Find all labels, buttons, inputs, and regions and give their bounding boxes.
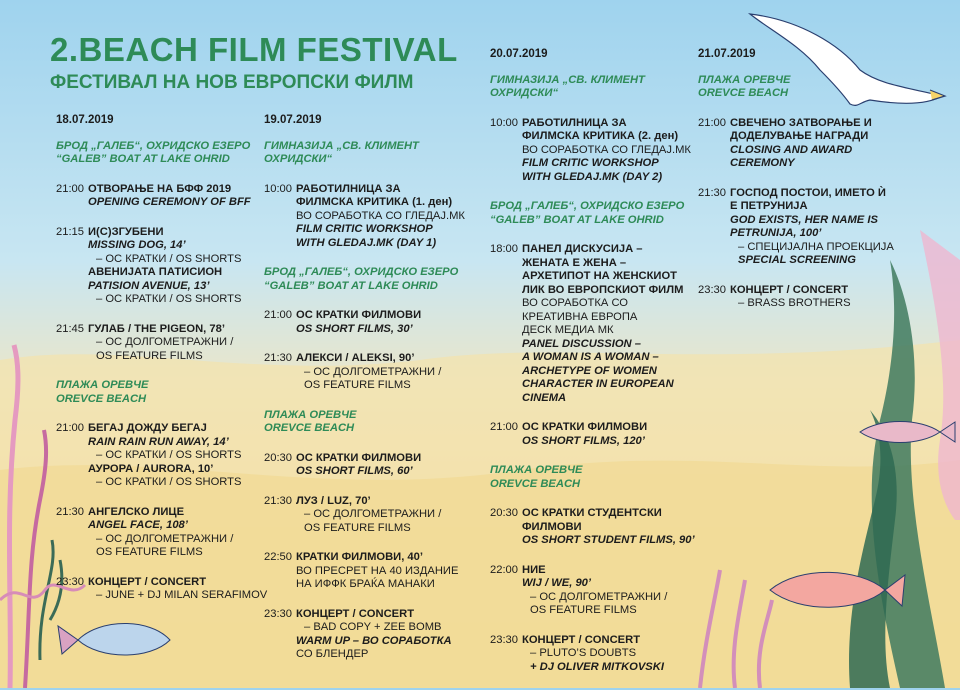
venue-heading	[56, 140, 256, 167]
venue-line: OREVCE BEACH	[698, 87, 789, 99]
event-body	[730, 187, 898, 268]
event-body	[522, 117, 695, 185]
venue-heading	[490, 74, 695, 101]
event-line: + DJ OLIVER MITKOVSKI	[530, 660, 664, 673]
event-line: РАБОТИЛНИЦА ЗА	[522, 116, 627, 129]
day-column	[490, 48, 695, 690]
event-line: OPENING CEREMONY OF BFF	[88, 196, 251, 208]
venue-line: OREVCE BEACH	[490, 477, 581, 490]
event-line: ЖЕНАТА Е ЖЕНА –	[522, 256, 627, 269]
event-line: FILM CRITIC WORKSHOP	[296, 223, 433, 235]
event-body	[88, 506, 256, 560]
event-body	[730, 117, 898, 171]
venue-heading	[490, 464, 695, 491]
event-line: – PLUTO’S DOUBTS	[530, 647, 637, 659]
event-line: ОС КРАТКИ ФИЛМОВИ	[522, 421, 648, 433]
event	[490, 421, 695, 448]
event-line: WITH GLEDAJ.MK (DAY 1)	[296, 236, 437, 249]
venue-line: ГИМНАЗИЈА „СВ. КЛИМЕНТ	[264, 139, 419, 152]
event-body	[296, 495, 479, 536]
event-line: – ОС ДОЛГОМЕТРАЖНИ /	[304, 508, 442, 520]
event	[490, 243, 695, 405]
event-line: OS SHORT STUDENT FILMS, 90’	[522, 534, 695, 546]
event-time: 21:00	[490, 421, 518, 433]
event-line: ФИЛМОВИ	[522, 520, 582, 533]
event-line: SPECIAL SCREENING	[738, 254, 856, 266]
event-time: 20:30	[264, 451, 292, 464]
event-body	[522, 634, 695, 675]
day-column	[264, 114, 479, 678]
event-time: 23:30	[56, 575, 84, 588]
event-time: 21:30	[56, 505, 84, 518]
festival-subtitle: ФЕСТИВАЛ НА НОВ ЕВРОПСКИ ФИЛМ	[50, 72, 414, 93]
event-line: CHARACTER IN EUROPEAN	[522, 378, 674, 390]
venue-heading	[56, 379, 256, 406]
venue-line: ОХРИДСКИ“	[264, 153, 333, 165]
event-body	[730, 284, 898, 311]
event-line: ОС КРАТКИ ФИЛМОВИ	[296, 451, 422, 464]
event	[264, 495, 479, 536]
festival-title: 2.BEACH FILM FESTIVAL	[50, 31, 458, 68]
event-line: GOD EXISTS, HER NAME IS	[730, 213, 878, 226]
event-body	[88, 183, 256, 210]
venue-heading	[490, 200, 695, 227]
event-line: ОС КРАТКИ СТУДЕНТСКИ	[522, 507, 662, 519]
event-body	[296, 352, 479, 393]
event-line: – ОС ДОЛГОМЕТРАЖНИ /	[96, 336, 234, 348]
event-line: И(С)ЗГУБЕНИ	[88, 225, 164, 238]
venue-line: БРОД „ГАЛЕБ“, ОХРИДСКО ЕЗЕРО	[264, 266, 459, 278]
event-body	[522, 243, 695, 405]
event-body	[296, 608, 479, 662]
event-line: АРХЕТИПОТ НА ЖЕНСКИОТ	[522, 270, 678, 282]
event-body	[296, 183, 479, 251]
event-line: ВО ПРЕСРЕТ НА 40 ИЗДАНИЕ	[296, 564, 459, 577]
day-column	[698, 48, 898, 327]
event-line: ВО СОРАБОТКА СО	[522, 297, 628, 309]
event-line: КОНЦЕРТ / CONCERT	[88, 575, 207, 588]
event-line: – ОС КРАТКИ / OS SHORTS	[96, 252, 242, 265]
event-line: СВЕЧЕНО ЗАТВОРАЊЕ И	[730, 116, 872, 129]
event-body	[88, 576, 267, 603]
festival-header	[50, 30, 458, 94]
event-line: Е ПЕТРУНИЈА	[730, 200, 808, 212]
event-line: PETRUNIJA, 100’	[730, 227, 822, 239]
event	[698, 187, 898, 268]
event-line: ВО СОРАБОТКА СО ГЛЕДАЈ.МК	[296, 209, 465, 222]
event-line: ОС КРАТКИ ФИЛМОВИ	[296, 309, 422, 321]
event-body	[88, 323, 256, 364]
event-body	[88, 226, 256, 307]
venue-line: “GALEB” BOAT AT LAKE OHRID	[490, 213, 664, 226]
event-line: – BRASS BROTHERS	[738, 297, 851, 309]
event-time: 23:30	[490, 633, 518, 646]
event-line: НА ИФФК БРАЌА МАНАКИ	[296, 578, 435, 590]
event-line: – ОС ДОЛГОМЕТРАЖНИ /	[304, 365, 442, 378]
venue-line: ПЛАЖА ОРЕВЧЕ	[264, 408, 357, 421]
event-line: АВЕНИЈАТА ПАТИСИОН	[88, 266, 223, 278]
event-body	[522, 421, 695, 448]
event	[56, 323, 256, 364]
day-date: 21.07.2019	[698, 48, 756, 60]
event	[698, 284, 898, 311]
event-time: 21:00	[698, 116, 726, 129]
event-body	[88, 422, 256, 490]
event-line: ФИЛМСКА КРИТИКА (2. ден)	[522, 130, 679, 142]
event-line: ANGEL FACE, 108’	[88, 519, 188, 531]
event-line: КОНЦЕРТ / CONCERT	[522, 633, 641, 646]
event-line: ДОДЕЛУВАЊЕ НАГРАДИ	[730, 130, 869, 142]
event-time: 21:30	[264, 494, 292, 507]
event-line: – ОС КРАТКИ / OS SHORTS	[96, 293, 242, 305]
venue-line: БРОД „ГАЛЕБ“, ОХРИДСКО ЕЗЕРО	[490, 200, 685, 212]
event-line: RAIN RAIN RUN AWAY, 14’	[88, 435, 229, 448]
event-line: БЕГАЈ ДОЖДУ БЕГАЈ	[88, 422, 207, 434]
event	[56, 226, 256, 307]
venue-line: ПЛАЖА ОРЕВЧЕ	[698, 73, 791, 86]
event-line: СО БЛЕНДЕР	[296, 648, 369, 660]
event-line: – ОС КРАТКИ / OS SHORTS	[96, 449, 242, 461]
event-time: 10:00	[264, 182, 292, 195]
event-line: A WOMAN IS A WOMAN –	[522, 351, 659, 363]
venue-line: ПЛАЖА ОРЕВЧЕ	[56, 379, 149, 391]
event-time: 20:30	[490, 507, 518, 519]
event-body	[296, 309, 479, 336]
event-line: КРАТКИ ФИЛМОВИ, 40’	[296, 551, 423, 563]
event-line: НИЕ	[522, 563, 546, 576]
event-time: 21:00	[56, 422, 84, 434]
event-line: ФИЛМСКА КРИТИКА (1. ден)	[296, 196, 453, 208]
event	[490, 634, 695, 675]
event	[264, 309, 479, 336]
event-line: РАБОТИЛНИЦА ЗА	[296, 182, 401, 195]
event-line: PANEL DISCUSSION –	[522, 337, 641, 350]
event-line: OS FEATURE FILMS	[530, 604, 637, 616]
event-line: PATISION AVENUE, 13’	[88, 279, 210, 292]
day-date: 18.07.2019	[56, 114, 114, 126]
event-line: OS FEATURE FILMS	[304, 379, 411, 391]
event-line: FILM CRITIC WORKSHOP	[522, 157, 659, 169]
event-line: OS SHORT FILMS, 30’	[296, 322, 413, 335]
venue-line: БРОД „ГАЛЕБ“, ОХРИДСКО ЕЗЕРО	[56, 139, 251, 152]
venue-line: “GALEB” BOAT AT LAKE OHRID	[264, 279, 438, 292]
event-line: CLOSING AND AWARD	[730, 143, 853, 156]
event-line: – BAD COPY + ZEE BOMB	[304, 621, 442, 633]
day-date: 20.07.2019	[490, 48, 548, 60]
venue-heading	[264, 409, 479, 436]
event-time: 21:30	[264, 352, 292, 364]
event	[56, 422, 256, 490]
event-line: ОТВОРАЊЕ НА БФФ 2019	[88, 182, 232, 195]
event-line: – СПЕЦИЈАЛНА ПРОЕКЦИЈА	[738, 240, 894, 253]
venue-heading	[698, 74, 898, 101]
day-column	[56, 114, 268, 619]
event-body	[522, 507, 695, 548]
event-line: ЛУЗ / LUZ, 70’	[296, 494, 371, 507]
venue-line: ОХРИДСКИ“	[490, 87, 559, 99]
event-time: 18:00	[490, 243, 518, 255]
event-line: КОНЦЕРТ / CONCERT	[730, 283, 849, 296]
event-line: ВО СОРАБОТКА СО ГЛЕДАЈ.МК	[522, 143, 691, 156]
event-line: ЛИК ВО ЕВРОПСКИОТ ФИЛМ	[522, 283, 684, 296]
event-line: – ОС КРАТКИ / OS SHORTS	[96, 476, 242, 488]
event-line: OS FEATURE FILMS	[96, 546, 203, 558]
event-time: 23:30	[698, 283, 726, 296]
event-line: MISSING DOG, 14’	[88, 239, 186, 251]
event	[56, 575, 268, 603]
event	[264, 452, 479, 479]
event-line: КОНЦЕРТ / CONCERT	[296, 607, 415, 620]
event	[490, 564, 695, 618]
event-line: АЛЕКСИ / ALEKSI, 90’	[296, 352, 415, 364]
venue-line: OREVCE BEACH	[56, 392, 147, 405]
event-line: АУРОРА / AURORA, 10’	[88, 462, 214, 475]
event-line: ГОСПОД ПОСТОИ, ИМЕТО Ѝ	[730, 186, 886, 199]
event-line: КРЕАТИВНА ЕВРОПА	[522, 310, 638, 323]
event-time: 23:30	[264, 607, 292, 620]
event-time: 22:00	[490, 563, 518, 576]
event-body	[296, 551, 479, 592]
event-body	[296, 452, 479, 479]
event-line: WIJ / WE, 90’	[522, 577, 592, 589]
event-line: ARCHETYPE OF WOMEN	[522, 364, 657, 377]
event-line: – JUNE + DJ MILAN SERAFIMOV	[96, 589, 268, 601]
venue-line: ГИМНАЗИЈА „СВ. КЛИМЕНТ	[490, 73, 645, 86]
event	[264, 352, 479, 393]
event	[56, 506, 256, 560]
event-time: 21:45	[56, 322, 84, 335]
event-line: OS FEATURE FILMS	[304, 521, 411, 534]
event-line: WITH GLEDAJ.MK (DAY 2)	[522, 170, 663, 183]
event-line: – ОС ДОЛГОМЕТРАЖНИ /	[530, 590, 668, 603]
event-line: ДЕСК МЕДИА МК	[522, 324, 614, 336]
venue-heading	[264, 140, 479, 167]
event-time: 21:00	[56, 182, 84, 195]
event	[490, 117, 695, 185]
event-time: 21:15	[56, 225, 84, 238]
day-date: 19.07.2019	[264, 114, 322, 126]
event	[264, 608, 479, 662]
venue-line: ПЛАЖА ОРЕВЧЕ	[490, 464, 583, 476]
event	[264, 551, 479, 592]
event-time: 22:50	[264, 551, 292, 563]
event-line: OS SHORT FILMS, 120’	[522, 434, 645, 447]
venue-line: “GALEB” BOAT AT LAKE OHRID	[56, 153, 230, 165]
event-time: 21:00	[264, 309, 292, 321]
event	[56, 183, 256, 210]
event-line: CEREMONY	[730, 157, 795, 169]
event-line: CINEMA	[522, 391, 567, 404]
event	[264, 183, 479, 251]
event-line: – ОС ДОЛГОМЕТРАЖНИ /	[96, 532, 234, 545]
venue-line: OREVCE BEACH	[264, 422, 355, 434]
event-line: WARM UP – ВО СОРАБОТКА	[296, 634, 452, 647]
event-line: OS SHORT FILMS, 60’	[296, 465, 413, 477]
event-line: ПАНЕЛ ДИСКУСИЈА –	[522, 243, 643, 255]
event	[698, 117, 898, 171]
event	[490, 507, 695, 548]
venue-heading	[264, 266, 479, 293]
event-time: 10:00	[490, 116, 518, 129]
event-line: АНГЕЛСКО ЛИЦЕ	[88, 505, 185, 518]
event-line: ГУЛАБ / THE PIGEON, 78’	[88, 322, 225, 335]
event-line: OS FEATURE FILMS	[96, 349, 203, 362]
event-time: 21:30	[698, 186, 726, 199]
event-body	[522, 564, 695, 618]
